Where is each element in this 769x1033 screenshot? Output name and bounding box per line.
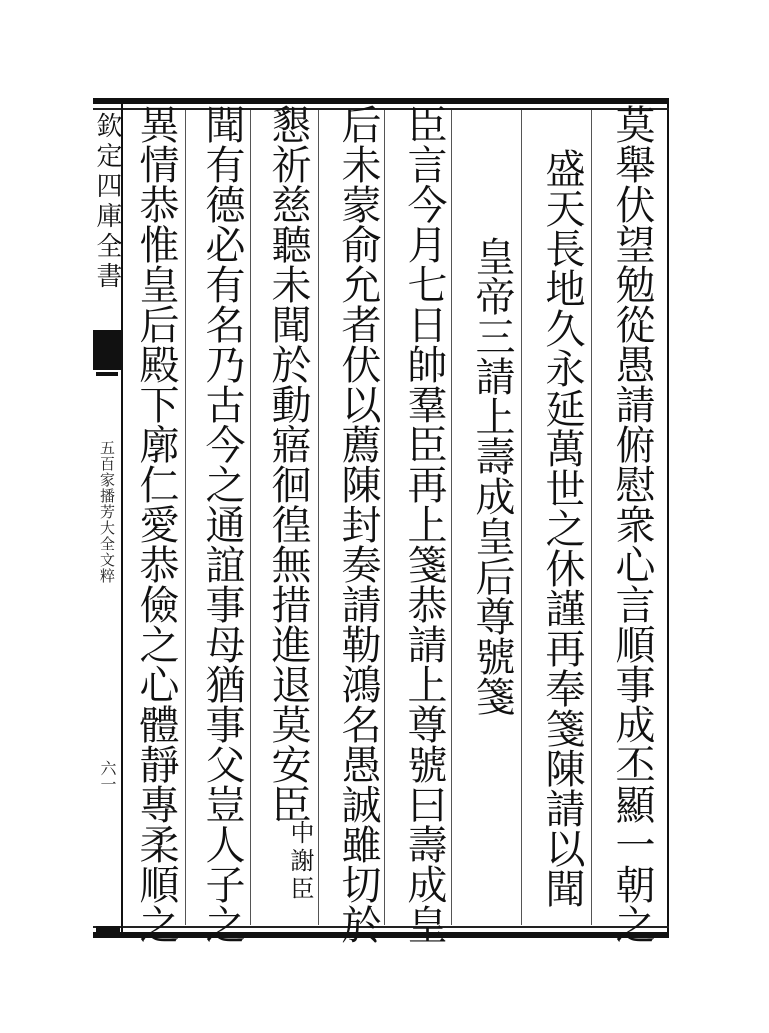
text-column-7: 聞有德必有名乃古今之通誼事母猶事父豈人子之 bbox=[199, 104, 245, 944]
column-rule bbox=[250, 110, 251, 925]
banxin-top-title: 欽定四庫全書 bbox=[92, 112, 122, 292]
text-column-title: 皇帝三請上壽成皇后尊號箋 bbox=[469, 236, 515, 716]
column-rule bbox=[591, 110, 592, 925]
column-rule bbox=[185, 110, 186, 925]
text-column-6-note: 中謝臣 bbox=[286, 820, 314, 904]
frame-inner-top-rule bbox=[93, 108, 669, 110]
text-column-5: 后未蒙俞允者伏以薦陳封奏請勒鴻名愚誠雖切於 bbox=[335, 104, 381, 944]
text-column-6: 懇祈慈聽未聞於動寤徊徨無措進退莫安臣 bbox=[265, 104, 311, 824]
banxin-book-title: 五百家播芳大全文粹 bbox=[98, 440, 116, 584]
fishtail-mark-line bbox=[96, 372, 118, 376]
column-rule bbox=[318, 110, 319, 925]
frame-inner-bottom-rule bbox=[93, 926, 669, 928]
column-rule bbox=[521, 110, 522, 925]
text-column-8: 異情恭惟皇后殿下廓仁愛恭儉之心體靜專柔順之 bbox=[133, 104, 179, 944]
banxin-bottom-mark bbox=[96, 926, 120, 934]
text-column-1: 莫舉伏望勉從愚請俯慰衆心言順事成丕顯一朝之 bbox=[609, 104, 655, 944]
text-column-4: 臣言今月七日帥羣臣再上箋恭請上尊號曰壽成皇 bbox=[401, 104, 447, 944]
banxin-page-number: 六一 bbox=[98, 760, 117, 792]
column-rule bbox=[384, 110, 385, 925]
column-rule bbox=[451, 110, 452, 925]
fishtail-mark bbox=[93, 330, 121, 370]
text-column-2: 盛天長地久永延萬世之休謹再奉箋陳請以聞 bbox=[539, 148, 585, 908]
